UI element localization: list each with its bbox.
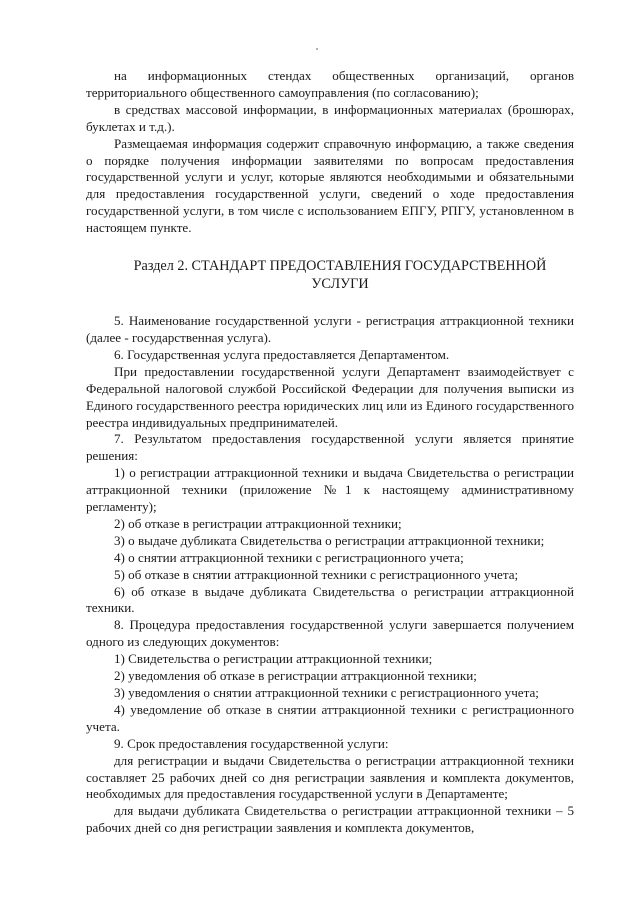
paragraph: 7. Результатом предоставления государственной услуги является принятие решения: [86,431,574,464]
paragraph: для регистрации и выдачи Свидетельства о регистрации аттракционной техники составляет 25 рабочих дней со дня регистрации заявления и комплекта документов, необходимых для предоставления государственной услуги в Департаменте; [86,752,574,802]
paragraph: на информационных стендах общественных организаций, органов территориального общественного самоуправления (по согласованию); [86,68,574,100]
section-heading: Раздел 2. СТАНДАРТ ПРЕДОСТАВЛЕНИЯ ГОСУДАРСТВЕННОЙ УСЛУГИ [133,258,547,293]
list-item: 3) уведомления о снятии аттракционной техники с регистрационного учета; [114,685,539,700]
list-item: 4) о снятии аттракционной техники с регистрационного учета; [114,549,464,565]
paragraph: Размещаемая информация содержит справочную информацию, а также сведения о порядке получения информации заявителями по вопросам предоставления государственной услуги и услуг, которые являются необходимыми и обязательными для предоставления государственной услуги, сведений о ходе предоставления государственной услуги, в том числе с использованием ЕПГУ, РПГУ, установленном в настоящем пункте. [86,135,574,236]
list-item: 1) Свидетельства о регистрации аттракционной техники; [114,651,433,667]
list-item: 3) о выдаче дубликата Свидетельства о регистрации аттракционной техники; [114,532,545,548]
list-item: 2) об отказе в регистрации аттракционной техники; [114,515,402,531]
list-item: 2) уведомления об отказе в регистрации аттракционной техники; [114,668,477,684]
paragraph: 6. Государственная услуга предоставляется Департаментом. [114,346,450,362]
scan-dot [316,48,318,50]
paragraph: 8. Процедура предоставления государственной услуги завершается получением одного из следующих документов: [86,617,574,650]
list-item: 6) об отказе в выдаче дубликата Свидетельства о регистрации аттракционной техники. [86,583,574,616]
list-item: 5) об отказе в снятии аттракционной техники с регистрационного учета; [114,566,519,582]
paragraph: 5. Наименование государственной услуги - регистрация аттракционной техники (далее - государственная услуга). [86,313,574,345]
paragraph: При предоставлении государственной услуги Департамент взаимодействует с Федеральной налоговой службой Российской Федерации для получения выписки из Единого государственного реестра юридических лиц или из Единого государственного реестра индивидуальных предпринимателей. [86,363,574,430]
paragraph: для выдачи дубликата Свидетельства о регистрации аттракционной техники – 5 рабочих дней со дня регистрации заявления и комплекта документов, [86,803,574,836]
paragraph: в средствах массовой информации, в информационных материалах (брошюрах, буклетах и т.д.). [86,101,574,134]
paragraph: 9. Срок предоставления государственной услуги: [114,735,389,751]
list-item: 4) уведомление об отказе в снятии аттракционной техники с регистрационного учета. [86,701,574,734]
list-item: 1) о регистрации аттракционной техники и выдача Свидетельства о регистрации аттракционной техники (приложение №1 к настоящему административному регламенту); [86,465,574,515]
